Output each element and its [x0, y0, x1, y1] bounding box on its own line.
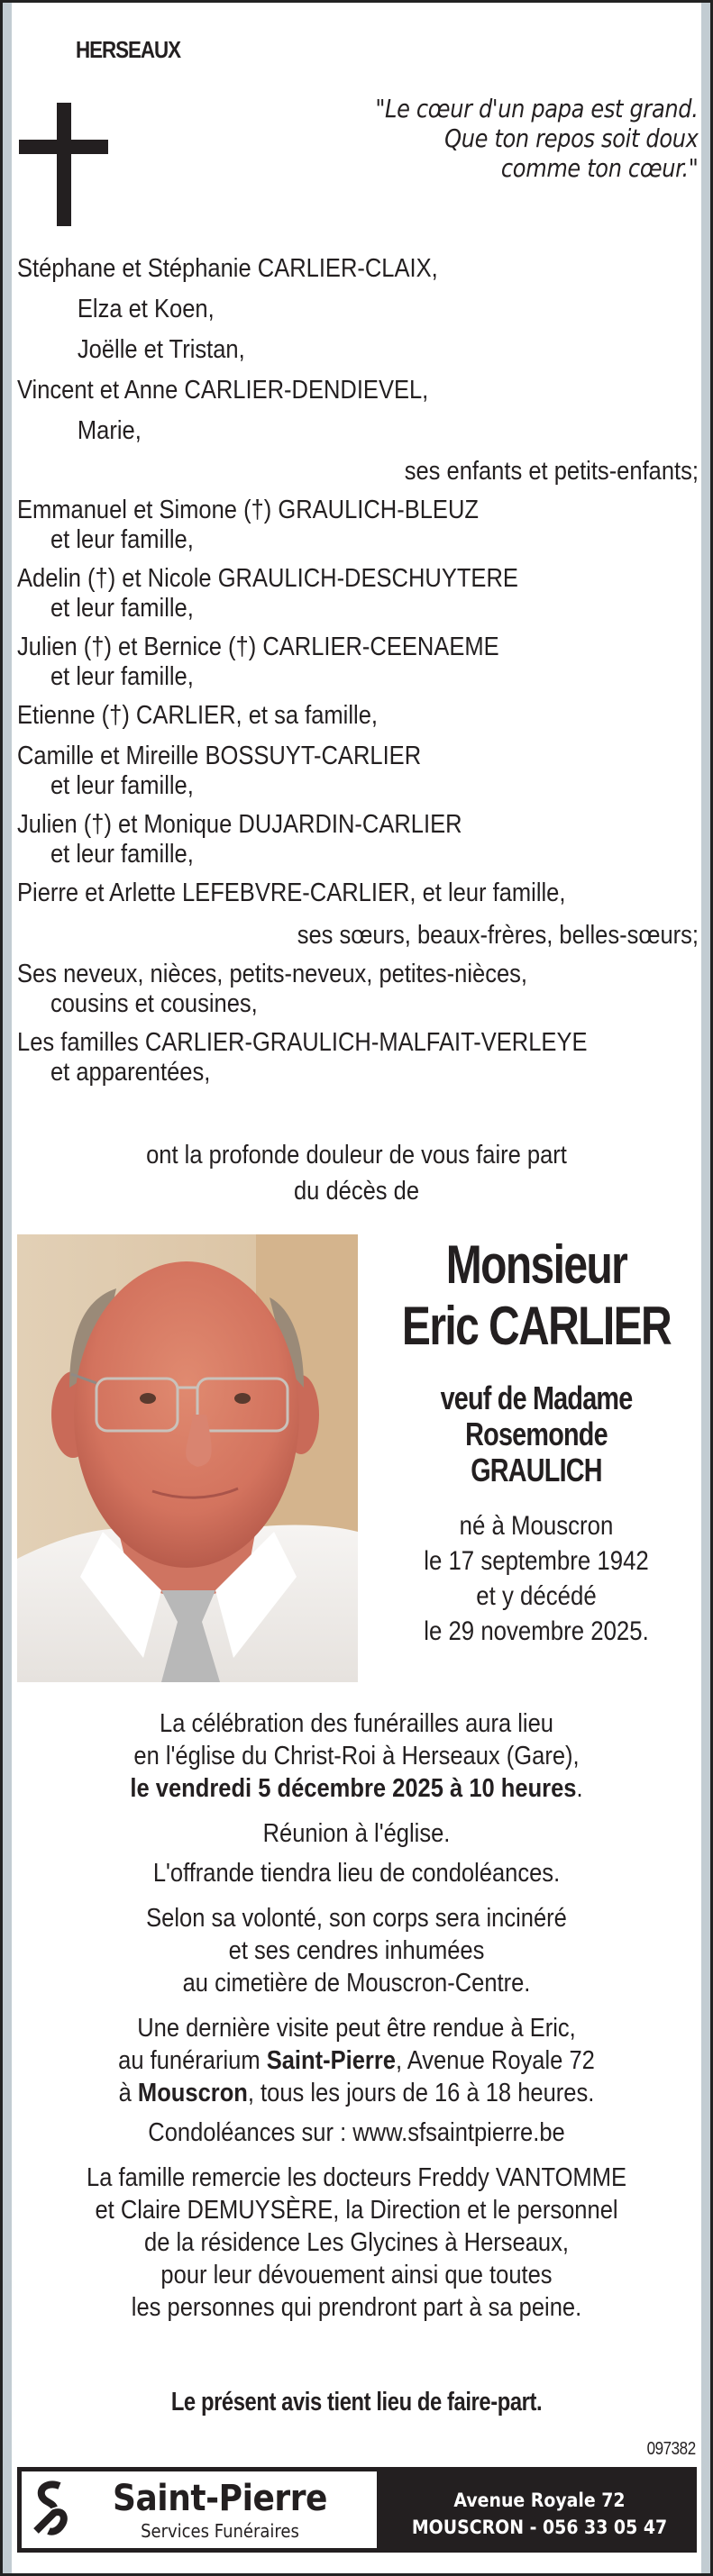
widow-of — [396, 1380, 677, 1488]
widow-line: veuf de Madame — [440, 1379, 633, 1416]
reference-number: 097382 — [646, 2439, 696, 2459]
quote-line: comme ton cœur." — [501, 153, 699, 183]
family-entry-main: Pierre et Arlette LEFEBVRE-CARLIER, et leur famille, — [17, 878, 566, 907]
family-entry-main: Les familles CARLIER-GRAULICH-MALFAIT-VERLEYE — [17, 1028, 588, 1057]
text: à — [118, 2079, 138, 2107]
family-entry-main: Emmanuel et Simone (†) GRAULICH-BLEUZ — [17, 496, 479, 524]
visit-note — [53, 2012, 660, 2109]
birth-death-line: né à Mouscron — [459, 1511, 614, 1541]
city-name: Mouscron — [137, 2079, 248, 2107]
honorific: Monsieur — [445, 1234, 627, 1295]
detail-line: de la résidence Les Glycines à Herseaux, — [144, 2228, 569, 2257]
detail-line: Une dernière visite peut être rendue à Eric, — [137, 2014, 576, 2043]
family-entry — [17, 697, 699, 738]
family-entry — [17, 492, 699, 560]
place-name: HERSEAUX — [76, 36, 180, 63]
portrait-photo — [17, 1234, 358, 1682]
funeral-home-address: Avenue Royale 72 — [453, 2490, 626, 2511]
birth-death — [385, 1508, 687, 1649]
announcement-line: du décès de — [293, 1177, 420, 1206]
funeral-details — [12, 1707, 701, 2336]
detail-line — [53, 2077, 660, 2109]
detail-line — [53, 1772, 660, 1805]
family-entry-main: Camille et Mireille BOSSUYT-CARLIER — [17, 742, 422, 770]
family-entry-sub: et leur famille, — [50, 525, 194, 554]
family-entry-sub: et leur famille, — [50, 771, 194, 800]
family-entry — [17, 956, 699, 1024]
detail-line: Selon sa volonté, son corps sera incinéré — [146, 1904, 567, 1933]
birth-death-line: et y décédé — [476, 1581, 597, 1611]
family-entry — [17, 1024, 699, 1093]
deceased-info — [361, 1234, 712, 1649]
notice-statement: Le présent avis tient lieu de faire-part. — [170, 2388, 543, 2417]
text: au funérarium — [118, 2046, 267, 2075]
funeral-date: le vendredi 5 décembre 2025 à 10 heures — [130, 1774, 577, 1803]
quote-line: Que ton repos soit doux — [444, 123, 699, 153]
family-entry-main: Etienne (†) CARLIER, et sa famille, — [17, 701, 378, 730]
cross-icon-bar — [19, 140, 108, 154]
relation-label: ses sœurs, beaux-frères, belles-sœurs; — [297, 921, 699, 950]
cremation-note — [53, 1902, 660, 1999]
brand-tagline: Services Funéraires — [141, 2520, 299, 2542]
meeting-note: Réunion à l'église. — [262, 1819, 451, 1848]
offering-note: L'offrande tiendra lieu de condoléances. — [152, 1859, 561, 1888]
condolences-link[interactable]: Condoléances sur : www.sfsaintpierre.be — [148, 2118, 565, 2147]
funerarium-name: Saint-Pierre — [266, 2046, 396, 2075]
birth-death-line: le 17 septembre 1942 — [424, 1546, 649, 1576]
family-entry — [17, 875, 699, 915]
family-list — [17, 249, 699, 1093]
funeral-home-banner — [17, 2467, 697, 2553]
family-entry — [17, 738, 699, 806]
family-entry-sub: cousins et cousines, — [50, 989, 258, 1018]
cross-icon — [57, 103, 71, 226]
family-entry-sub: et leur famille, — [50, 662, 194, 691]
announcement-line: ont la profonde douleur de vous faire part — [146, 1141, 567, 1170]
detail-line: les personnes qui prendront part à sa peine. — [131, 2293, 582, 2322]
detail-line: en l'église du Christ-Roi à Herseaux (Gare), — [133, 1742, 580, 1770]
family-entry-main: Adelin (†) et Nicole GRAULICH-DESCHUYTERE — [17, 564, 518, 593]
relation-label: ses enfants et petits-enfants; — [404, 457, 699, 486]
family-entry-sub: et leur famille, — [50, 594, 194, 623]
text: , Avenue Royale 72 — [395, 2046, 595, 2075]
punctuation: . — [576, 1774, 583, 1803]
brand-name: Saint-Pierre — [112, 2478, 327, 2519]
family-line: Marie, — [77, 416, 142, 445]
widow-line: Rosemonde — [465, 1415, 608, 1452]
text: , tous les jours de 16 à 18 heures. — [247, 2079, 595, 2107]
left-margin-strip — [3, 3, 12, 2573]
quote-line: "Le cœur d'un papa est grand. — [375, 94, 699, 123]
family-line: Elza et Koen, — [77, 295, 215, 323]
funeral-home-phone[interactable]: MOUSCRON - 056 33 05 47 — [411, 2517, 668, 2538]
brand-panel — [22, 2471, 377, 2548]
epitaph-quote — [376, 94, 699, 183]
family-entry-sub: et apparentées, — [50, 1058, 211, 1087]
family-entry-main: Ses neveux, nièces, petits-neveux, petites-nièces, — [17, 960, 528, 988]
deceased-name: Eric CARLIER — [401, 1296, 672, 1356]
family-entry-sub: et leur famille, — [50, 840, 194, 869]
family-entry-main: Julien (†) et Monique DUJARDIN-CARLIER — [17, 810, 462, 839]
detail-line: La célébration des funérailles aura lieu — [160, 1709, 553, 1738]
birth-death-line: le 29 novembre 2025. — [424, 1616, 649, 1646]
detail-line: au cimetière de Mouscron-Centre. — [182, 1969, 531, 1998]
funeral-home-contact — [398, 2487, 681, 2541]
detail-line: La famille remercie les docteurs Freddy VANTOMME — [87, 2163, 626, 2192]
portrait-image — [17, 1234, 358, 1682]
family-entry — [17, 806, 699, 875]
family-line: Vincent et Anne CARLIER-DENDIEVEL, — [17, 376, 429, 405]
family-line: Joëlle et Tristan, — [77, 335, 245, 364]
detail-line: et ses cendres inhumées — [228, 1936, 485, 1965]
saint-pierre-logo-icon — [32, 2480, 69, 2539]
detail-line: et Claire DEMUYSÈRE, la Direction et le personnel — [95, 2196, 618, 2225]
detail-line — [53, 2044, 660, 2077]
announcement — [12, 1137, 701, 1209]
widow-line: GRAULICH — [471, 1452, 602, 1488]
detail-line: pour leur dévouement ainsi que toutes — [160, 2261, 553, 2289]
funeral-ceremony — [53, 1707, 660, 1805]
family-line: Stéphane et Stéphanie CARLIER-CLAIX, — [17, 254, 438, 283]
thanks-note — [53, 2162, 660, 2324]
family-entry — [17, 629, 699, 697]
family-entry — [17, 560, 699, 629]
family-entry-main: Julien (†) et Bernice (†) CARLIER-CEENAEME — [17, 633, 499, 661]
